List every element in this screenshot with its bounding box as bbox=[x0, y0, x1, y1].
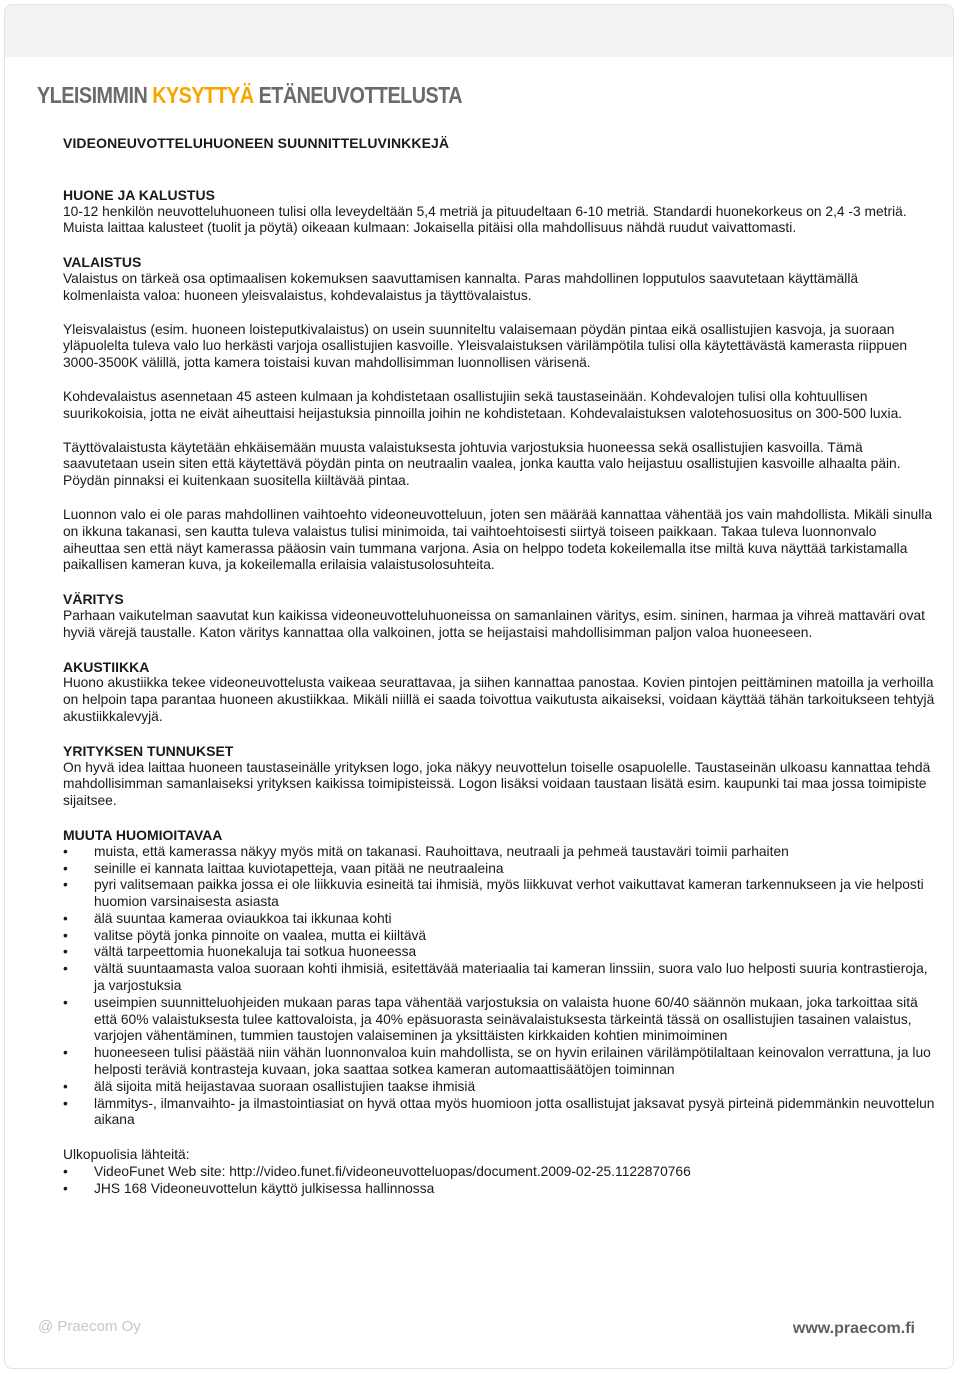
paragraph: On hyvä idea laittaa huoneen taustaseinälle yrityksen logo, joka näkyy neuvottelun toiselle osapuolelle. Taustaseinän ulkoasu kannattaa tehdä mahdollisimman samanlaiseksi yrityksen kaikissa toimipisteissä. Logon lisäksi voidaan taustaan lisätä esim. kaupunki tai maa jossa toimipiste sijaitsee. bbox=[63, 759, 931, 809]
list-item: • useimpien suunnitteluohjeiden mukaan paras tapa vähentää varjostuksia on valaista huone 60/40 säännön mukaan, joka tarkoittaa sitä että 60% valaistuksesta tulee kattovaloista, ja 40% epäsuorasta seinävalaistuksesta tärkeintä tässä on osallistujien tasainen valaistus, varjojen vähentäminen, tummien taustojen valaiseminen ja yksittäisten kirkkaiden kohtien minimoiminen bbox=[63, 995, 937, 1045]
list-item: • valitse pöytä jonka pinnoite on vaalea, mutta ei kiiltävä bbox=[63, 928, 937, 945]
document-title: VIDEONEUVOTTELUHUONEEN SUUNNITTELUVINKKEJÄ bbox=[63, 135, 450, 151]
list-item: • älä sijoita mitä heijastavaa suoraan osallistujien taakse ihmisiä bbox=[63, 1079, 937, 1096]
list-item: • huoneeseen tulisi päästää niin vähän luonnonvaloa kuin mahdollista, se on hyvin erilainen värilämpötilaltaan keinovalon verrattuna, ja luo helposti teräviä kontrasteja kuvaan, joka saattaa sotkea kameran automaattisäätöjen toiminnan bbox=[63, 1045, 937, 1079]
notes-list bbox=[63, 844, 937, 1130]
list-item: • älä suuntaa kameraa oviaukkoa tai ikkunaa kohti bbox=[63, 911, 937, 928]
document-body bbox=[63, 135, 937, 1198]
paragraph: 10-12 henkilön neuvotteluhuoneen tulisi olla leveydeltään 5,4 metriä ja pituudeltaan 6-10 metriä. Standardi huonekorkeus on 2,4 -3 metriä. Muista laittaa kalusteet (tuolit ja pöytä) oikeaan kulmaan: Jokaisella pitäisi olla mahdollisuus nähdä ruudut vaivattomasti. bbox=[63, 203, 907, 236]
section-varitys bbox=[63, 591, 937, 641]
section-heading: VALAISTUS bbox=[63, 254, 142, 271]
section-huone-ja-kalustus bbox=[63, 187, 937, 237]
paragraph: Yleisvalaistus (esim. huoneen loisteputkivalaistus) on usein suunniteltu valaisemaan pöydän pintaa eikä osallistujien kasvoja, ja suoraan yläpuolelta tuleva valo luo herkästi varjoja osallistujien kasvoille. Yleisvalaistuksen värilämpötila tulisi olla käytettävästä kamerasta riippuen 3000-3500K välillä, jotta kamera toistaisi kuvan mahdollisimman luonnollisen värisenä. bbox=[63, 321, 908, 371]
paragraph: Täyttövalaistusta käytetään ehkäisemään muusta valaistuksesta johtuvia varjostuksia huoneessa sekä osallistujien kasvoilla. Tämä saavutetaan usein siten että käytettävä pöydän pinta on neutraalin vaalea, jonka kautta valo heijastuu osallistujien kasvoille alhaalta päin. Pöydän pinnaksi ei kuitenkaan suositella kiiltävää pintaa. bbox=[63, 439, 901, 489]
sources-list bbox=[63, 1164, 937, 1198]
paragraph: Luonnon valo ei ole paras mahdollinen vaihtoehto videoneuvotteluun, joten sen määrää kannattaa vähentää jos vain mahdollista. Mikäli sinulla on ikkuna takanasi, sen kautta tuleva valaistus tulisi minimoida, tai vaihtoehtoisesti siirtyä toiseen paikkaan. Takaa tuleva luonnonvalo aiheuttaa sen että näyt kamerassa pääosin vain tummana varjona. Asia on helppo todeta kokeilemalla itse miltä kuva näyttää tarkistamalla paikallisen kameran kuva, ja kokeilemalla erilaisia valaistusolosuhteita. bbox=[63, 506, 933, 573]
section-heading: MUUTA HUOMIOITAVAA bbox=[63, 826, 223, 843]
section-muuta-huomioitavaa bbox=[63, 827, 937, 1129]
list-item: • vältä suuntaamasta valoa suoraan kohti ihmisiä, esitettävää materiaalia tai kameran linssiin, suora valo luo helposti suuria kontrastieroja, ja varjostuksia bbox=[63, 961, 937, 995]
source-item: • JHS 168 Videoneuvottelun käyttö julkisessa hallinnossa bbox=[63, 1181, 937, 1198]
list-item: • vältä tarpeettomia huonekaluja tai sotkua huoneessa bbox=[63, 944, 937, 961]
list-item: • lämmitys-, ilmanvaihto- ja ilmastointiasiat on hyvä ottaa myös huomioon jotta osallistujat jaksavat pysyä pirteinä pidemmänkin neuvottelun aikana bbox=[63, 1096, 937, 1130]
footer-copyright: @ Praecom Oy bbox=[38, 1318, 141, 1335]
list-item: • muista, että kamerassa näkyy myös mitä on takanasi. Rauhoittava, neutraali ja pehmeä taustaväri toimii parhaiten bbox=[63, 844, 937, 861]
section-heading: HUONE JA KALUSTUS bbox=[63, 186, 215, 203]
section-body bbox=[63, 675, 937, 725]
header-title-part3: ETÄNEUVOTTELUSTA bbox=[253, 82, 463, 108]
section-body bbox=[63, 760, 937, 810]
section-valaistus bbox=[63, 254, 937, 574]
list-item: • pyri valitsemaan paikka jossa ei ole liikkuvia esineitä tai ihmisiä, myös liikkuvat verhot vaikuttavat kameran tarkennukseen ja vie helposti huomion varsinaisesta asiasta bbox=[63, 877, 937, 911]
section-body bbox=[63, 608, 937, 642]
section-body bbox=[63, 271, 937, 574]
paragraph: Parhaan vaikutelman saavutat kun kaikissa videoneuvotteluhuoneissa on samanlainen väritys, esim. sininen, harmaa ja vihreä mattaväri ovat hyviä värejä taustalle. Katon väritys kannattaa olla valkoinen, jotta se heijastaisi mahdollisimman paljon valoa huoneeseen. bbox=[63, 607, 926, 640]
section-yrityksen-tunnukset bbox=[63, 743, 937, 810]
section-heading: VÄRITYS bbox=[63, 591, 124, 608]
header-band bbox=[5, 5, 953, 57]
section-body bbox=[63, 204, 937, 238]
page-header-title bbox=[37, 82, 462, 109]
list-item: • seinille ei kannata laittaa kuviotapetteja, vaan pitää ne neutraaleina bbox=[63, 861, 937, 878]
header-title-highlight: KYSYTTYÄ bbox=[152, 82, 254, 108]
source-item: • VideoFunet Web site: http://video.funet.fi/videoneuvotteluopas/document.2009-02-25.1122870766 bbox=[63, 1164, 937, 1181]
sources-title: Ulkopuolisia lähteitä: bbox=[63, 1147, 190, 1163]
section-akustiikka bbox=[63, 659, 937, 726]
paragraph: Huono akustiikka tekee videoneuvottelusta vaikeaa seurattavaa, ja siihen kannattaa panostaa. Kovien pintojen peittäminen matoilla ja verhoilla on helpoin tapa parantaa huoneen akustiikkaa. Mikäli niillä ei saada toivottua vaikutusta aikaiseksi, voidaan käyttää tähän tarkoitukseen tehtyjä akustiikkalevyjä. bbox=[63, 675, 935, 724]
section-heading: AKUSTIIKKA bbox=[63, 658, 150, 675]
sources-section bbox=[63, 1147, 937, 1197]
paragraph: Valaistus on tärkeä osa optimaalisen kokemuksen saavuttamisen kannalta. Paras mahdollinen lopputulos saavutetaan käyttämällä kolmenlaista valoa: huoneen yleisvalaistus, kohdevalaistus ja täyttövalaistus. bbox=[63, 270, 859, 303]
paragraph: Kohdevalaistus asennetaan 45 asteen kulmaan ja kohdistetaan osallistujiin sekä taustaseinään. Kohdevalojen tulisi olla kohtuullisen suurikokoisia, jotta ne eivät aiheuttaisi heijastuksia pinnoilla joihin ne kohdistetaan. Kohdevalaistuksen valotehosuositus on 300-500 luxia. bbox=[63, 388, 903, 421]
footer-website-link[interactable]: www.praecom.fi bbox=[792, 1320, 915, 1337]
header-title-part1: YLEISIMMIN bbox=[37, 82, 153, 108]
section-heading: YRITYKSEN TUNNUKSET bbox=[63, 742, 234, 759]
